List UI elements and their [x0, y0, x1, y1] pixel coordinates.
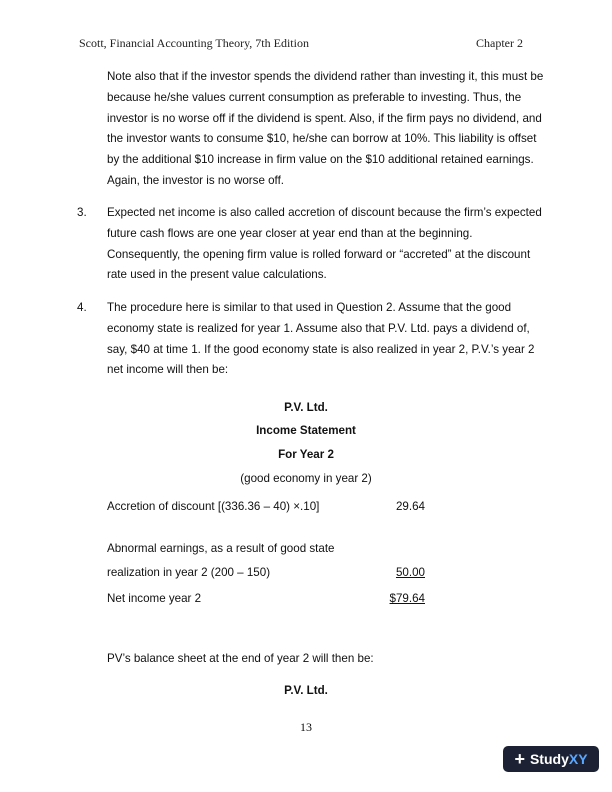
statement-row-label: Abnormal earnings, as a result of good state	[107, 542, 335, 555]
running-header-chapter: Chapter 2	[476, 36, 523, 50]
item-text: Expected net income is also called accretion of discount because the firm’s expected future cash flows are one year closer at year end than at the beginning. Consequently, the opening firm value is rolled forward or “accreted” at the discount rate used in the present value calculations.	[107, 206, 542, 282]
statement-row-label: Net income year 2	[107, 592, 202, 605]
page-number: 13	[300, 720, 312, 734]
item-number: 4.	[77, 301, 87, 314]
statement-note: (good economy in year 2)	[240, 472, 372, 485]
running-header-title: Scott, Financial Accounting Theory, 7th Edition	[79, 36, 309, 50]
plus-icon: +	[514, 749, 525, 769]
item-text: The procedure here is similar to that used in Question 2. Assume that the good economy state is realized for year 1. Assume also that P.V. Ltd. pays a dividend of, say, $40 at time 1. If the good economy state is also realized in year 2, P.V.’s year 2 net income will then be:	[107, 301, 535, 377]
continued-paragraph: Note also that if the investor spends the dividend rather than investing it, this must be because he/she values current consumption as preferable to investing. Thus, the investor is no worse off if the dividend is spent. Also, if the firm pays no dividend, and the investor wants to consume $10, he/she can borrow at 10%. This liability is offset by the additional $10 increase in firm value on the $10 additional retained earnings. Again, the investor is no worse off.	[107, 70, 544, 187]
brand-main: Study	[529, 751, 569, 767]
brand-accent: XY	[568, 751, 588, 767]
statement-company: P.V. Ltd.	[284, 401, 328, 414]
statement-total-amount: $79.64	[389, 592, 425, 605]
statement-title: Income Statement	[256, 424, 356, 437]
statement-row-label: realization in year 2 (200 – 150)	[107, 566, 271, 579]
balance-sheet-intro: PV’s balance sheet at the end of year 2 will then be:	[107, 652, 374, 665]
statement-row-label: Accretion of discount [(336.36 – 40) ×.10]	[107, 500, 320, 513]
studyxy-badge[interactable]	[503, 746, 599, 772]
statement-period: For Year 2	[278, 448, 334, 461]
item-number: 3.	[77, 206, 87, 219]
statement-row-amount: 29.64	[395, 500, 425, 513]
statement-row-amount: 50.00	[395, 566, 425, 579]
balance-sheet-company: P.V. Ltd.	[284, 684, 328, 697]
brand-logo-text	[530, 751, 588, 767]
